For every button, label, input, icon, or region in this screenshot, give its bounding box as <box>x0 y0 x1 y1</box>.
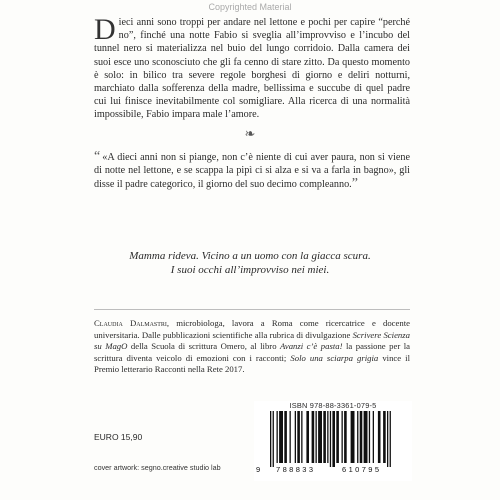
open-quote-mark: “ <box>94 149 101 164</box>
barcode-bar <box>351 411 355 463</box>
drop-cap: D <box>94 13 116 46</box>
barcode-bar <box>279 411 283 463</box>
barcode-bar <box>369 411 370 463</box>
cover-artwork-credit: cover artwork: segno.creative studio lab <box>94 463 221 472</box>
close-quote-mark: ” <box>351 176 358 192</box>
bio-text-4: vince il Premio letterario Racconti nella Rete 2017. <box>94 352 411 375</box>
copyright-watermark: Copyrighted Material <box>208 2 292 12</box>
barcode-bar <box>273 411 274 467</box>
bio-text-2: della Scuola di scrittura Omero, al libro <box>127 341 281 352</box>
author-bio <box>94 318 410 376</box>
isbn-label: ISBN 978-88-3361-079-5 <box>289 401 377 410</box>
price-label: EURO 15,90 <box>94 432 143 442</box>
barcode-bar <box>336 411 339 463</box>
barcode-bar <box>387 411 388 467</box>
bio-text-1: , microbiologa, lavora a Roma come ricercatrice e docente universitaria. Dalle pubblicazioni scientifiche alla rubrica di divulgazione <box>94 318 410 340</box>
barcode-bar <box>344 411 347 463</box>
barcode-bar <box>360 411 363 463</box>
barcode-bar <box>295 411 296 463</box>
barcode-bar <box>306 411 309 463</box>
barcode-bar <box>378 411 381 463</box>
barcode-bar <box>357 411 358 463</box>
barcode-bar <box>301 411 302 463</box>
barcode-image <box>258 411 408 467</box>
excerpt-block <box>70 250 430 277</box>
quote-text: «A dieci anni non si piange, non c’è niente di cui aver paura, non si viene di notte nel lettone, e se scappa la pipì ci si alza e si va a farla in bagno», gli disse il padre categorico, il giorno del suo decimo compleanno. <box>94 152 410 191</box>
barcode-digits-right: 610795 <box>342 465 382 474</box>
barcode-bar <box>312 411 315 463</box>
barcode-bar <box>330 411 331 467</box>
excerpt-line-1: Mamma rideva. Vicino a un uomo con la giacca scura. <box>129 250 371 262</box>
barcode-bar <box>323 411 326 463</box>
bio-title-2: Avanzi c’è pasta! <box>280 341 343 352</box>
barcode-digits-left: 788833 <box>276 465 316 474</box>
synopsis-paragraph <box>94 13 410 122</box>
quote-paragraph <box>94 150 410 192</box>
barcode-bar <box>373 411 374 463</box>
section-divider <box>94 309 410 310</box>
barcode-bar <box>284 411 287 463</box>
barcode-bar <box>390 411 391 467</box>
barcode-bar <box>318 411 322 463</box>
barcode-bar <box>342 411 343 463</box>
fleuron-ornament-icon: ❧ <box>244 126 256 141</box>
barcode-bar <box>297 411 300 463</box>
barcode-bar <box>383 411 386 463</box>
barcode-bar <box>332 411 335 467</box>
bio-title-1: Scrivere Scienza su MagO <box>94 329 410 352</box>
barcode-bar <box>316 411 317 463</box>
barcode-bar <box>270 411 271 467</box>
excerpt-line-2: I suoi occhi all’improvviso nei miei. <box>170 263 330 276</box>
barcode-bar <box>364 411 368 463</box>
barcode-block <box>254 401 412 481</box>
synopsis-text: ieci anni sono troppi per andare nel lettone e pochi per capire “perché no”, finché una notte Fabio si sveglia all’improvviso e l’incubo del tunnel nero si materializza nel buio del lungo corridoio. Dalla camera dei suoi esce uno sconosciuto che gli fa cenno di stare zitto. Da questo momento è solo: in bilico tra severe regole borghesi di giorno e deliri notturni, marchiato dalla sofferenza della madre, bellissima e succube di quel padre cui lui finisce inevitabilmente col somigliare. Alla ricerca di una normalità impossibile, Fabio impara male l’amore. <box>94 17 410 121</box>
barcode-bar <box>290 411 291 463</box>
barcode-digit-first: 9 <box>256 465 261 474</box>
barcode-bar <box>277 411 278 463</box>
bio-text-3: la passione per la scrittura diventa veicolo di emozioni con i racconti; <box>94 341 410 363</box>
barcode-bar <box>327 411 328 463</box>
bio-title-3: Solo una sciarpa grigia <box>290 352 379 363</box>
author-name: Claudia Dalmastri <box>94 318 167 328</box>
